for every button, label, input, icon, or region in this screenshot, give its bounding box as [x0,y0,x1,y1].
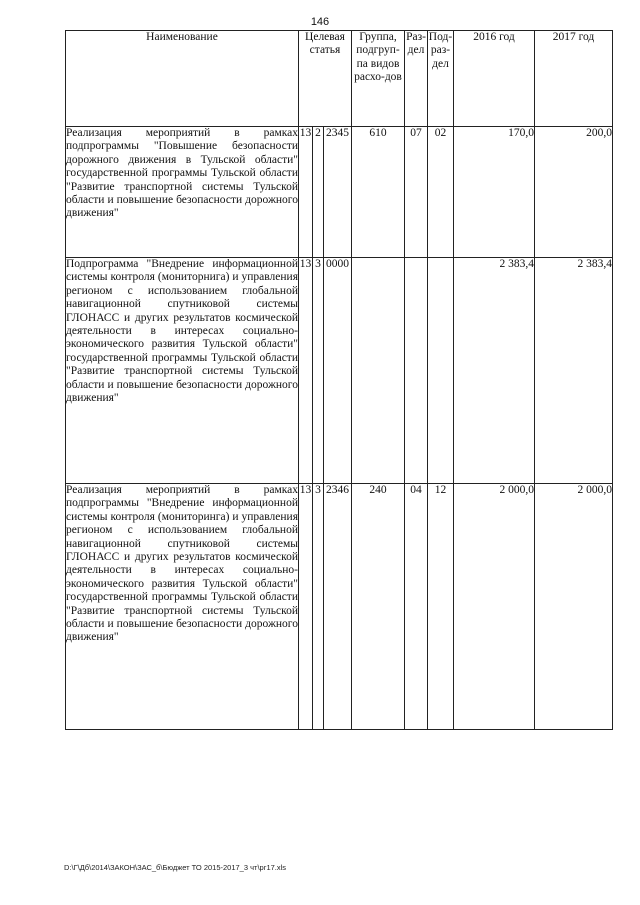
row-expense-group [352,258,405,484]
row-amount-2017: 200,0 [535,127,613,258]
header-year-2016: 2016 год [454,31,535,127]
row-name: Реализация мероприятий в рамках подпрограммы "Внедрение информационной системы контроля (мониторинга) и управления регионом с использованием глобальной навигационной спутниковой системы ГЛОНАСС и других результатов космической деятельности в интересах социально-экономического развития Тульской области" государственной программы Тульской области "Развитие транспортной системы Тульской области и повышение безопасности дорожного движения" [66,484,299,730]
header-year-2017: 2017 год [535,31,613,127]
header-target-article: Целевая статья [299,31,352,127]
row-expense-group: 610 [352,127,405,258]
row-code-program: 13 [299,127,313,258]
row-subsection: 12 [428,484,454,730]
row-code-direction: 2345 [324,127,352,258]
row-amount-2016: 2 383,4 [454,258,535,484]
page-number: 146 [310,16,330,28]
row-amount-2017: 2 383,4 [535,258,613,484]
table-row [66,484,613,730]
row-code-program: 13 [299,484,313,730]
row-amount-2016: 2 000,0 [454,484,535,730]
budget-table [65,30,613,730]
header-name: Наименование [66,31,299,127]
header-section: Раз-дел [405,31,428,127]
table-row [66,127,613,258]
row-subsection: 02 [428,127,454,258]
row-expense-group: 240 [352,484,405,730]
header-row [66,31,613,127]
row-code-subprogram: 2 [313,127,324,258]
header-subsection: Под-раз-дел [428,31,454,127]
row-code-program: 13 [299,258,313,484]
header-expense-group: Группа, подгруп-па видов расхо-дов [352,31,405,127]
file-path-footer: D:\Г\Дб\2014\ЗАКОН\ЗАС_б\Бюджет ТО 2015-2017_3 чт\рг17.xls [64,863,287,872]
row-section: 07 [405,127,428,258]
row-amount-2016: 170,0 [454,127,535,258]
row-subsection [428,258,454,484]
row-code-direction: 2346 [324,484,352,730]
row-code-subprogram: 3 [313,258,324,484]
row-code-subprogram: 3 [313,484,324,730]
row-code-direction: 0000 [324,258,352,484]
row-section [405,258,428,484]
row-name: Подпрограмма "Внедрение информационной системы контроля (мониторнига) и управления регионом с использованием глобальной навигационной спутниковой системы ГЛОНАСС и других результатов космической деятельности в интересах социально-экономического развития Тульской области" государственной программы Тульской области "Развитие транспортной системы Тульской области и повышение безопасности дорожного движения" [66,258,299,484]
row-name: Реализация мероприятий в рамках подпрограммы "Повышение безопасности дорожного движения в Тульской области" государственной программы Тульской области "Развитие транспортной системы Тульской области и повышение безопасности дорожного движения" [66,127,299,258]
table-row [66,258,613,484]
row-section: 04 [405,484,428,730]
row-amount-2017: 2 000,0 [535,484,613,730]
